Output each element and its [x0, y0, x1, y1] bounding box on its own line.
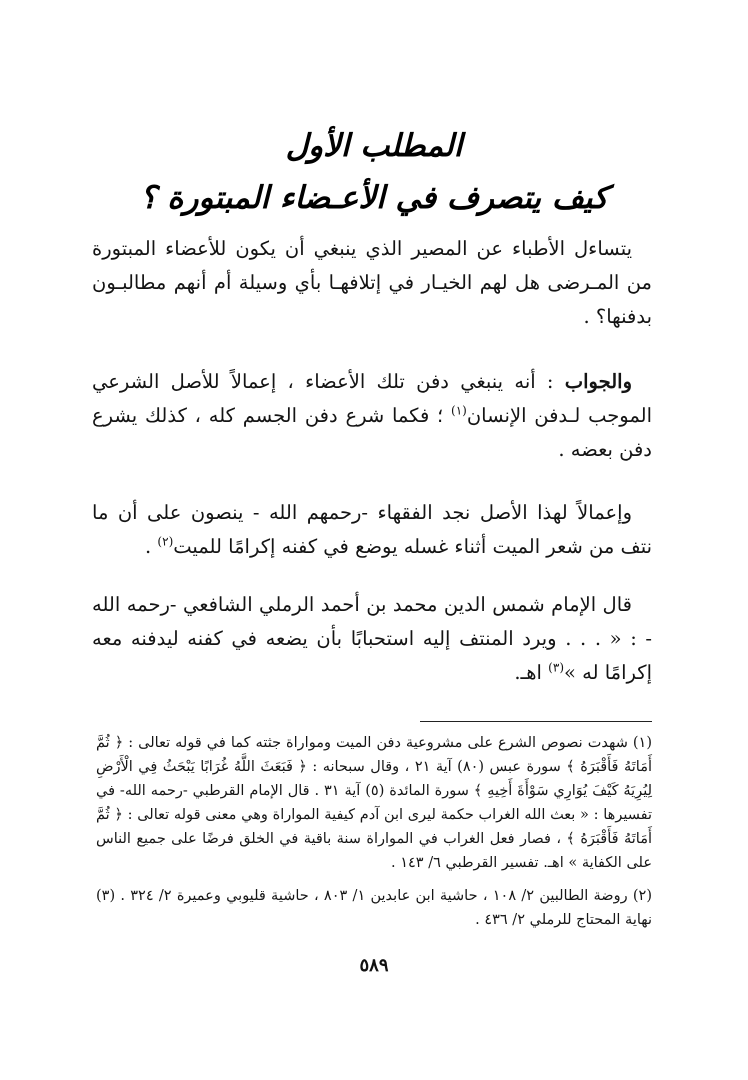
footnote-ref-1: (١): [451, 403, 467, 418]
paragraph-ramli-quote: [92, 588, 652, 690]
section-subtitle: كيف يتصرف في الأعـضاء المبتورة ؟: [139, 180, 609, 216]
quote-text-a: قال الإمام شمس الدين محمد بن أحمد الرملي الشافعي -رحمه الله - : « . . . ويرد المنتف إليه استحبابًا بأن يضعه في كفنه ليدفنه معه إكرامًا له »: [92, 593, 652, 684]
paragraph-question: يتساءل الأطباء عن المصير الذي ينبغي أن يكون للأعضاء المبتورة من المـرضى هل لهم الخيـار في إتلافهـا بأي وسيلة أم أنهم مطالبـون بدفنها؟ .: [92, 237, 652, 328]
footnote-1: (١) شهدت نصوص الشرع على مشروعية دفن الميت ومواراة جثته كما في قوله تعالى : ﴿ ثُمَّ أَمَاتَهُ فَأَقْبَرَهُ ﴾ سورة عبس (٨٠) آية ٢١ ، وقال سبحانه : ﴿ فَبَعَثَ اللَّهُ غُرَابًا يَبْحَثُ فِي الْأَرْضِ لِيُرِيَهُ كَيْفَ يُوَارِي سَوْأَةَ أَخِيهِ ﴾ سورة المائدة (٥) آية ٣١ . قال الإمام القرطبي -رحمه الله- في تفسيرها : « بعث الله الغراب حكمة ليرى ابن آدم كيفية المواراة وهي معنى قوله تعالى : ﴿ ثُمَّ أَمَاتَهُ فَأَقْبَرَهُ ﴾ ، فصار فعل الغراب في المواراة سنة باقية في الخلق فرضًا على جميع الناس على الكفاية » اهـ. تفسير القرطبي ٦/ ١٤٣ .: [96, 735, 653, 871]
fuqaha-text-a: وإعمالاً لهذا الأصل نجد الفقهاء -رحمهم الله - ينصون على أن ما نتف من شعر الميت أثناء غسله يوضع في كفنه إكرامًا للميت: [92, 501, 652, 558]
answer-lead: والجواب: [564, 370, 632, 393]
footnote-ref-3: (٣): [548, 660, 564, 675]
fuqaha-text-b: .: [145, 535, 158, 558]
page-number: ٥٨٩: [359, 955, 389, 976]
paragraph-fuqaha: [92, 496, 652, 564]
paragraph-answer: [92, 365, 652, 467]
section-title: المطلب الأول: [285, 128, 463, 164]
footnote-2-3: (٢) روضة الطالبين ٢/ ١٠٨ ، حاشية ابن عابدين ١/ ٨٠٣ ، حاشية قليوبي وعميرة ٢/ ٣٢٤ . (٣) نهاية المحتاج للرملي ٢/ ٤٣٦ .: [96, 888, 652, 928]
footnote-divider: [420, 721, 652, 722]
answer-text-a: : أنه ينبغي دفن تلك الأعضاء ، إعمالاً للأصل الشرعي الموجب لـدفن الإنسان: [92, 370, 653, 427]
quote-text-b: اهـ.: [514, 661, 549, 684]
footnote-ref-2: (٢): [157, 534, 174, 549]
answer-text-b: ؛ فكما شرع دفن الجسم كله ، كذلك يشرع دفن بعضه .: [92, 404, 652, 461]
